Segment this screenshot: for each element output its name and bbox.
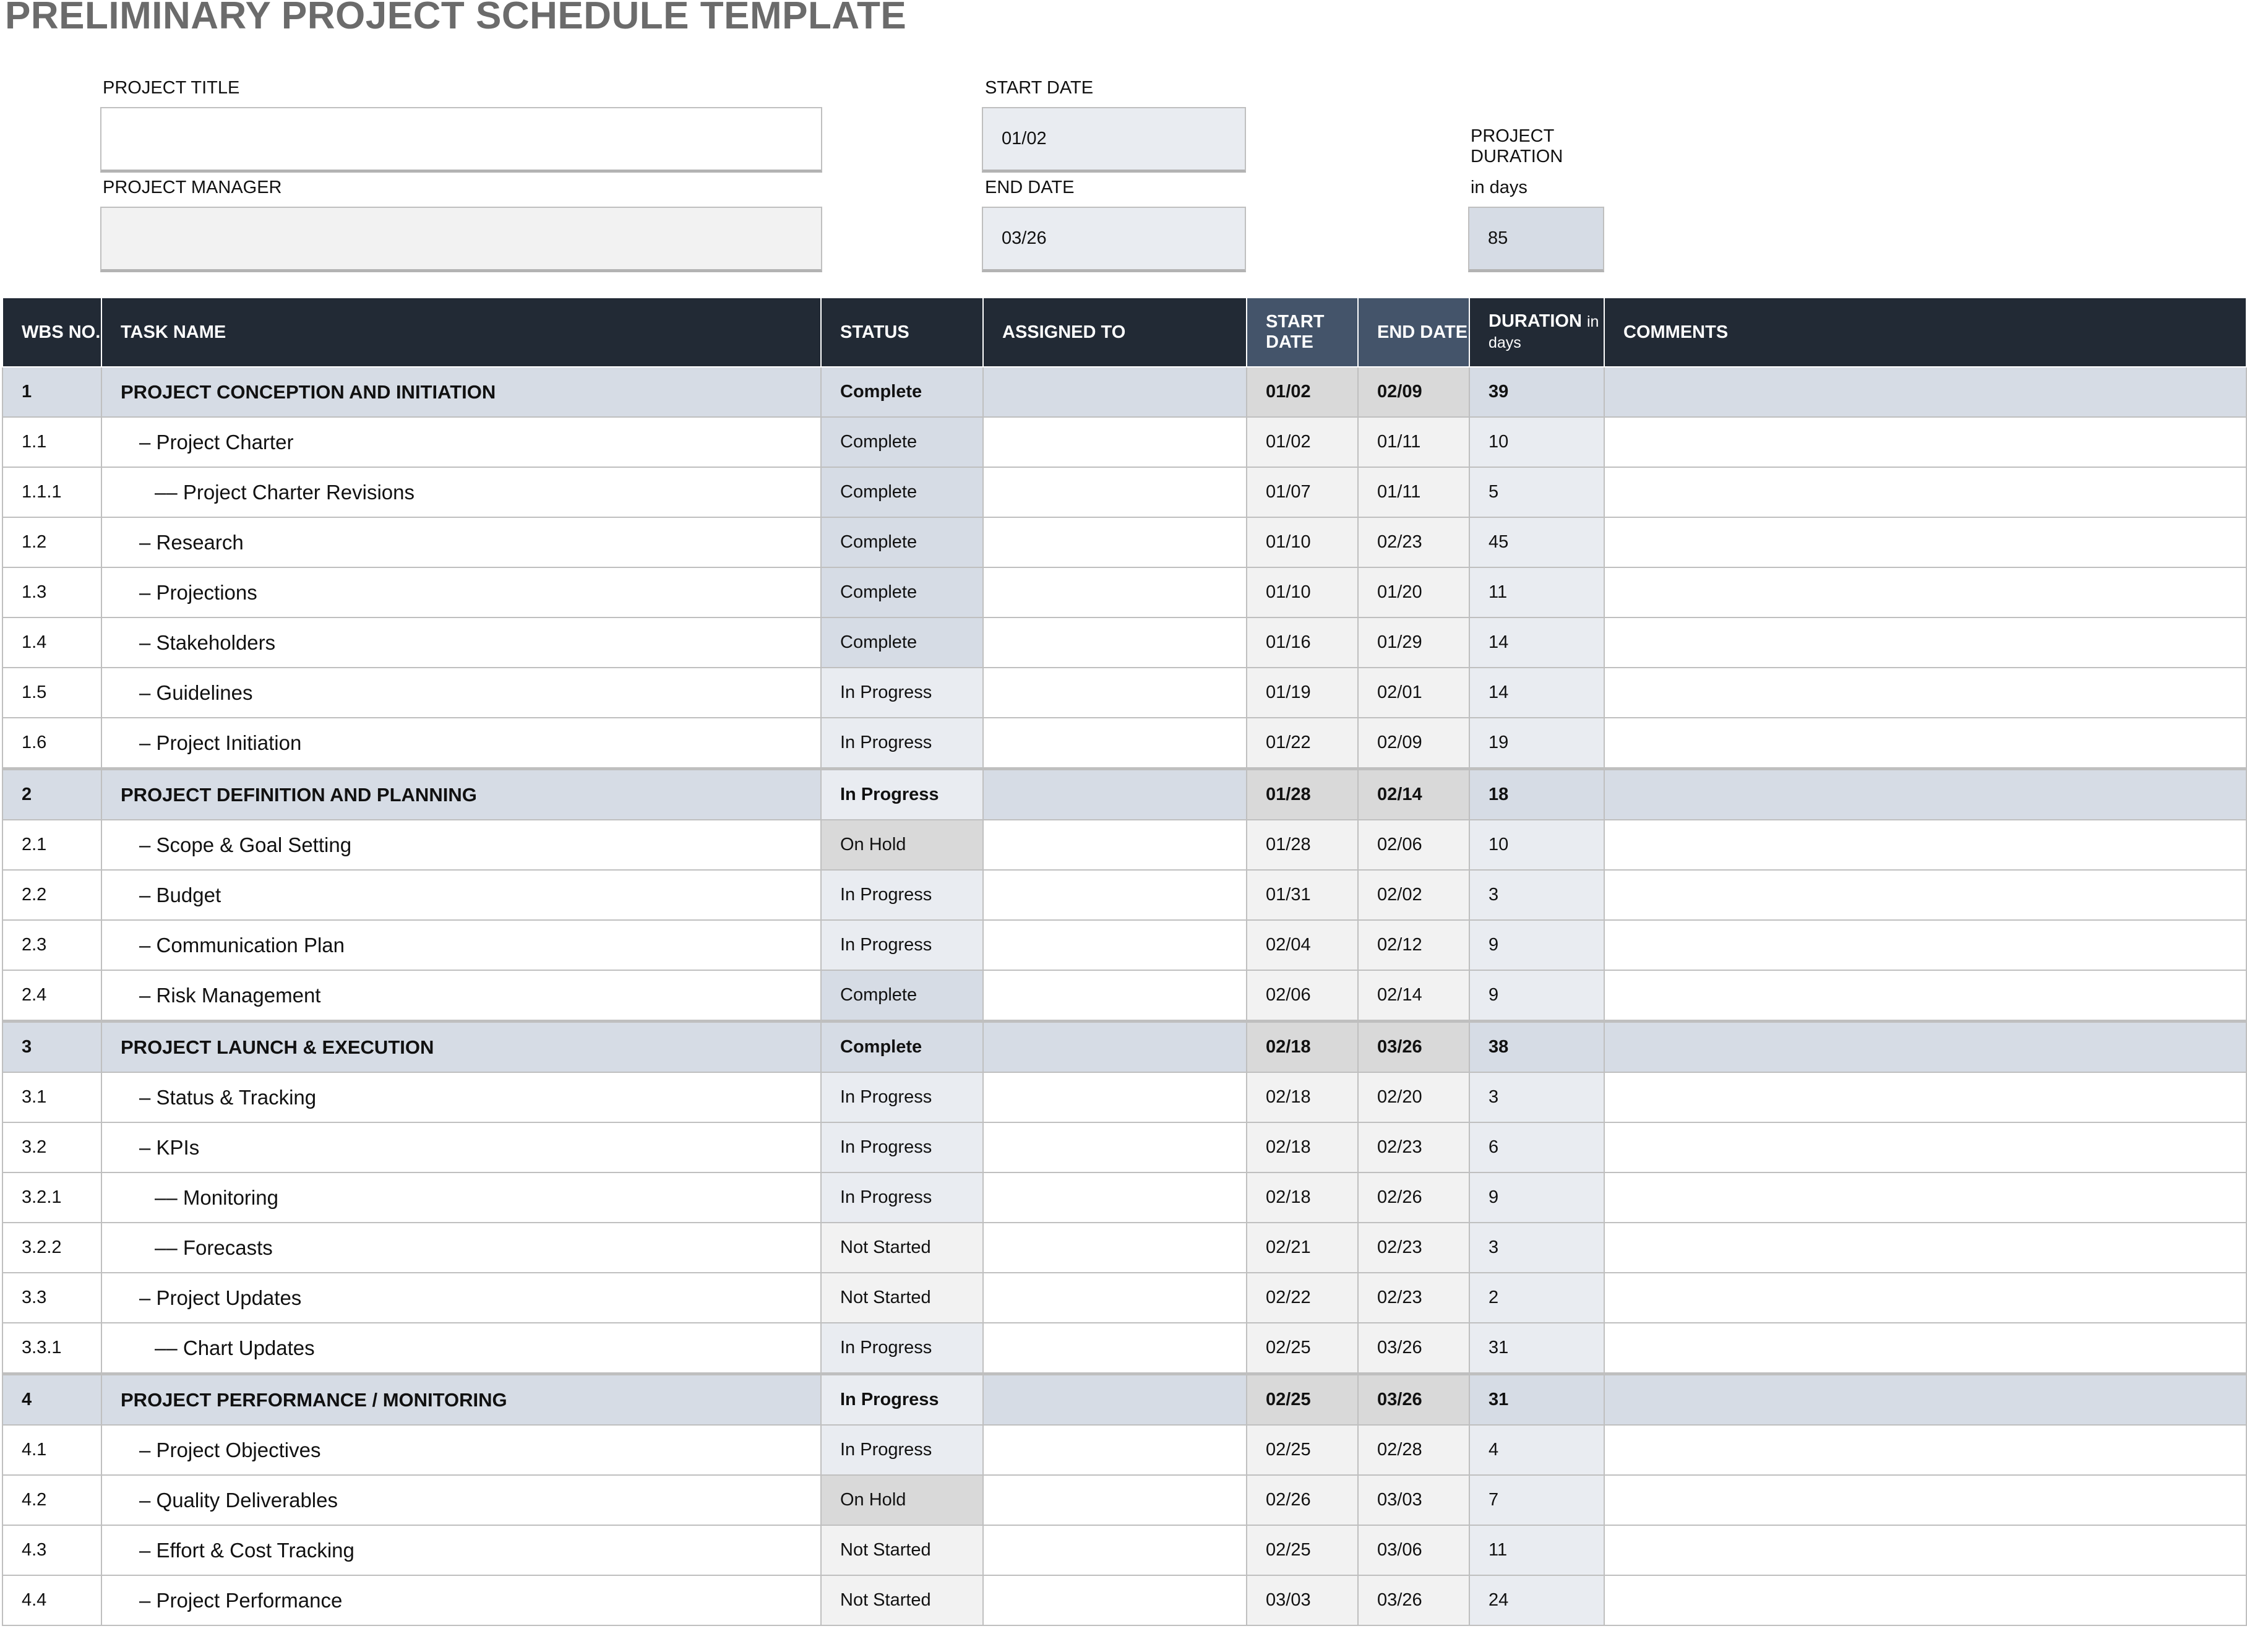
assigned-to-cell[interactable] [983,1525,1247,1575]
start-date-cell[interactable]: 02/18 [1247,1172,1358,1223]
wbs-cell: 3.2.1 [2,1172,101,1223]
wbs-cell: 1.6 [2,718,101,769]
status-cell[interactable]: In Progress [821,1425,983,1475]
comments-cell[interactable] [1604,417,2246,467]
wbs-cell: 3.3 [2,1273,101,1323]
table-row [2,920,2246,970]
duration-cell: 9 [1469,1172,1604,1223]
duration-cell: 31 [1469,1323,1604,1374]
comments-cell[interactable] [1604,617,2246,668]
status-cell[interactable]: Not Started [821,1223,983,1273]
status-cell[interactable]: Not Started [821,1575,983,1625]
wbs-cell: 3 [2,1022,101,1073]
start-date-label: START DATE [985,78,1094,98]
task-name-cell[interactable]: – Projections [101,567,821,617]
comments-cell[interactable] [1604,1575,2246,1625]
project-title-label: PROJECT TITLE [103,78,240,98]
header-wbs: WBS NO. [2,298,101,367]
comments-cell[interactable] [1604,1425,2246,1475]
comments-cell[interactable] [1604,1323,2246,1374]
table-header-row [2,298,2246,367]
end-date-cell[interactable]: 02/23 [1358,1223,1469,1273]
start-date-cell[interactable]: 02/18 [1247,1072,1358,1122]
table-row [2,1022,2246,1073]
status-cell[interactable]: In Progress [821,1323,983,1374]
header-status: STATUS [821,298,983,367]
task-name-cell[interactable]: – Project Objectives [101,1425,821,1475]
end-date-cell[interactable]: 02/14 [1358,769,1469,820]
wbs-cell: 1.5 [2,668,101,718]
duration-cell: 45 [1469,517,1604,567]
wbs-cell: 2.3 [2,920,101,970]
duration-cell: 10 [1469,820,1604,870]
comments-cell[interactable] [1604,517,2246,567]
end-date-cell[interactable]: 01/20 [1358,567,1469,617]
comments-cell[interactable] [1604,668,2246,718]
assigned-to-cell[interactable] [983,668,1247,718]
start-date-cell[interactable]: 01/07 [1247,467,1358,517]
start-date-cell[interactable]: 02/25 [1247,1323,1358,1374]
end-date-cell[interactable]: 02/20 [1358,1072,1469,1122]
comments-cell[interactable] [1604,1525,2246,1575]
status-cell[interactable]: In Progress [821,718,983,769]
comments-cell[interactable] [1604,467,2246,517]
start-date-cell[interactable]: 02/22 [1247,1273,1358,1323]
end-date-cell[interactable]: 02/26 [1358,1172,1469,1223]
duration-cell: 4 [1469,1425,1604,1475]
table-row [2,970,2246,1022]
end-date-cell[interactable]: 02/12 [1358,920,1469,970]
task-name-cell[interactable]: – Project Initiation [101,718,821,769]
status-cell[interactable]: In Progress [821,668,983,718]
task-name-cell[interactable]: PROJECT CONCEPTION AND INITIATION [101,367,821,417]
task-name-cell[interactable]: PROJECT DEFINITION AND PLANNING [101,769,821,820]
table-row [2,1525,2246,1575]
table-row [2,417,2246,467]
task-name-cell[interactable]: – Stakeholders [101,617,821,668]
table-row [2,1475,2246,1525]
task-name-cell[interactable]: – Status & Tracking [101,1072,821,1122]
wbs-cell: 4.1 [2,1425,101,1475]
project-duration-field: 85 [1468,207,1604,272]
header-start-date: START DATE [1247,298,1358,367]
end-date-cell[interactable]: 01/29 [1358,617,1469,668]
header-duration-unit-in: in [1586,313,1599,330]
table-row [2,1374,2246,1426]
end-date-cell[interactable]: 02/28 [1358,1425,1469,1475]
task-name-cell[interactable]: – Budget [101,870,821,920]
comments-cell[interactable] [1604,769,2246,820]
start-date-cell[interactable]: 02/18 [1247,1022,1358,1073]
duration-cell: 11 [1469,1525,1604,1575]
wbs-cell: 4 [2,1374,101,1426]
comments-cell[interactable] [1604,1122,2246,1172]
status-cell[interactable]: On Hold [821,820,983,870]
status-cell[interactable]: Not Started [821,1525,983,1575]
header-comments: COMMENTS [1604,298,2246,367]
comments-cell[interactable] [1604,970,2246,1022]
end-date-cell[interactable]: 02/14 [1358,970,1469,1022]
assigned-to-cell[interactable] [983,1223,1247,1273]
comments-cell[interactable] [1604,1072,2246,1122]
start-date-cell[interactable]: 01/02 [1247,367,1358,417]
start-date-cell[interactable]: 01/16 [1247,617,1358,668]
assigned-to-cell[interactable] [983,367,1247,417]
assigned-to-cell[interactable] [983,1022,1247,1073]
table-row [2,1425,2246,1475]
end-date-cell[interactable]: 02/23 [1358,1273,1469,1323]
wbs-cell: 2 [2,769,101,820]
table-row [2,1122,2246,1172]
duration-cell: 6 [1469,1122,1604,1172]
assigned-to-cell[interactable] [983,567,1247,617]
status-cell[interactable]: In Progress [821,1072,983,1122]
assigned-to-cell[interactable] [983,1273,1247,1323]
comments-cell[interactable] [1604,1223,2246,1273]
status-cell[interactable]: Complete [821,367,983,417]
status-cell[interactable]: In Progress [821,870,983,920]
table-row [2,1575,2246,1625]
task-name-cell[interactable]: – Research [101,517,821,567]
task-name-cell[interactable]: – Scope & Goal Setting [101,820,821,870]
project-manager-label: PROJECT MANAGER [103,178,282,197]
start-date-cell[interactable]: 02/26 [1247,1475,1358,1525]
assigned-to-cell[interactable] [983,1122,1247,1172]
start-date-cell[interactable]: 01/28 [1247,820,1358,870]
table-row [2,870,2246,920]
duration-cell: 3 [1469,870,1604,920]
comments-cell[interactable] [1604,1022,2246,1073]
end-date-cell[interactable]: 03/26 [1358,1575,1469,1625]
status-cell[interactable]: In Progress [821,920,983,970]
duration-cell: 10 [1469,417,1604,467]
start-date-cell[interactable]: 02/21 [1247,1223,1358,1273]
wbs-cell: 1.4 [2,617,101,668]
task-name-cell[interactable]: – Quality Deliverables [101,1475,821,1525]
table-row [2,467,2246,517]
start-date-cell[interactable]: 01/10 [1247,517,1358,567]
table-row [2,769,2246,820]
wbs-cell: 2.2 [2,870,101,920]
start-date-cell[interactable]: 02/25 [1247,1425,1358,1475]
comments-cell[interactable] [1604,1172,2246,1223]
header-task-name: TASK NAME [101,298,821,367]
duration-cell: 19 [1469,718,1604,769]
start-date-cell[interactable]: 01/19 [1247,668,1358,718]
duration-cell: 18 [1469,769,1604,820]
table-row [2,820,2246,870]
task-name-cell[interactable]: –– Monitoring [101,1172,821,1223]
wbs-cell: 2.4 [2,970,101,1022]
comments-cell[interactable] [1604,1273,2246,1323]
assigned-to-cell[interactable] [983,769,1247,820]
wbs-cell: 1 [2,367,101,417]
task-name-cell[interactable]: – Effort & Cost Tracking [101,1525,821,1575]
task-name-cell[interactable]: –– Chart Updates [101,1323,821,1374]
duration-cell: 39 [1469,367,1604,417]
comments-cell[interactable] [1604,1374,2246,1426]
project-manager-field[interactable] [100,207,822,272]
duration-cell: 38 [1469,1022,1604,1073]
status-cell[interactable]: In Progress [821,1172,983,1223]
wbs-cell: 3.2.2 [2,1223,101,1273]
header-duration [1469,298,1604,367]
wbs-cell: 4.3 [2,1525,101,1575]
assigned-to-cell[interactable] [983,617,1247,668]
wbs-cell: 4.4 [2,1575,101,1625]
start-date-cell[interactable]: 01/31 [1247,870,1358,920]
task-name-cell[interactable]: – Project Performance [101,1575,821,1625]
header-end-date: END DATE [1358,298,1469,367]
table-row [2,1172,2246,1223]
end-date-cell[interactable]: 02/01 [1358,668,1469,718]
status-cell[interactable]: Complete [821,1022,983,1073]
status-cell[interactable]: In Progress [821,1374,983,1426]
status-cell[interactable]: Complete [821,517,983,567]
table-row [2,1223,2246,1273]
status-cell[interactable]: On Hold [821,1475,983,1525]
status-cell[interactable]: Complete [821,970,983,1022]
wbs-cell: 3.2 [2,1122,101,1172]
end-date-cell[interactable]: 02/09 [1358,718,1469,769]
assigned-to-cell[interactable] [983,1374,1247,1426]
assigned-to-cell[interactable] [983,1475,1247,1525]
task-name-cell[interactable]: –– Forecasts [101,1223,821,1273]
duration-cell: 7 [1469,1475,1604,1525]
duration-cell: 24 [1469,1575,1604,1625]
end-date-cell[interactable]: 02/09 [1358,367,1469,417]
status-cell[interactable]: Complete [821,617,983,668]
assigned-to-cell[interactable] [983,718,1247,769]
start-date-cell[interactable]: 02/06 [1247,970,1358,1022]
header-assigned-to: ASSIGNED TO [983,298,1247,367]
task-name-cell[interactable]: – Communication Plan [101,920,821,970]
wbs-cell: 4.2 [2,1475,101,1525]
end-date-cell[interactable]: 03/26 [1358,1374,1469,1426]
duration-cell: 14 [1469,617,1604,668]
duration-cell: 3 [1469,1223,1604,1273]
comments-cell[interactable] [1604,820,2246,870]
task-name-cell[interactable]: – KPIs [101,1122,821,1172]
duration-cell: 3 [1469,1072,1604,1122]
page-title: PRELIMINARY PROJECT SCHEDULE TEMPLATE [5,0,907,37]
header-duration-label: DURATION [1489,311,1582,331]
wbs-cell: 1.3 [2,567,101,617]
comments-cell[interactable] [1604,1475,2246,1525]
duration-cell: 14 [1469,668,1604,718]
wbs-cell: 1.2 [2,517,101,567]
status-cell[interactable]: In Progress [821,1122,983,1172]
task-name-cell[interactable]: – Project Charter [101,417,821,467]
wbs-cell: 1.1.1 [2,467,101,517]
assigned-to-cell[interactable] [983,1575,1247,1625]
project-duration-label-line2: DURATION [1471,147,1563,166]
start-date-cell[interactable]: 02/18 [1247,1122,1358,1172]
assigned-to-cell[interactable] [983,920,1247,970]
duration-cell: 11 [1469,567,1604,617]
status-cell[interactable]: In Progress [821,769,983,820]
duration-cell: 9 [1469,970,1604,1022]
wbs-cell: 2.1 [2,820,101,870]
start-date-cell[interactable]: 01/22 [1247,718,1358,769]
end-date-label: END DATE [985,178,1075,197]
assigned-to-cell[interactable] [983,517,1247,567]
duration-cell: 31 [1469,1374,1604,1426]
comments-cell[interactable] [1604,870,2246,920]
start-date-cell[interactable]: 02/04 [1247,920,1358,970]
assigned-to-cell[interactable] [983,1172,1247,1223]
header-duration-unit-days: days [1489,334,1521,351]
table-row [2,1323,2246,1374]
table-row [2,517,2246,567]
task-name-cell[interactable]: –– Project Charter Revisions [101,467,821,517]
comments-cell[interactable] [1604,920,2246,970]
start-date-cell[interactable]: 01/28 [1247,769,1358,820]
wbs-cell: 3.1 [2,1072,101,1122]
end-date-cell[interactable]: 02/23 [1358,1122,1469,1172]
wbs-cell: 3.3.1 [2,1323,101,1374]
assigned-to-cell[interactable] [983,467,1247,517]
end-date-cell[interactable]: 02/02 [1358,870,1469,920]
task-name-cell[interactable]: PROJECT PERFORMANCE / MONITORING [101,1374,821,1426]
assigned-to-cell[interactable] [983,970,1247,1022]
assigned-to-cell[interactable] [983,1425,1247,1475]
duration-cell: 9 [1469,920,1604,970]
start-date-field[interactable]: 01/02 [982,107,1246,173]
status-cell[interactable]: Complete [821,567,983,617]
duration-cell: 2 [1469,1273,1604,1323]
status-cell[interactable]: Not Started [821,1273,983,1323]
start-date-cell[interactable]: 03/03 [1247,1575,1358,1625]
table-row [2,668,2246,718]
project-duration-label-line1: PROJECT [1471,126,1555,146]
assigned-to-cell[interactable] [983,417,1247,467]
comments-cell[interactable] [1604,567,2246,617]
task-name-cell[interactable]: – Project Updates [101,1273,821,1323]
table-row [2,1273,2246,1323]
task-name-cell[interactable]: – Risk Management [101,970,821,1022]
end-date-cell[interactable]: 03/26 [1358,1022,1469,1073]
comments-cell[interactable] [1604,718,2246,769]
table-row [2,1072,2246,1122]
status-cell[interactable]: Complete [821,467,983,517]
schedule-table [2,297,2247,1626]
end-date-cell[interactable]: 03/03 [1358,1475,1469,1525]
assigned-to-cell[interactable] [983,1323,1247,1374]
project-duration-unit-label: in days [1471,178,1527,197]
project-title-field[interactable] [100,107,822,173]
end-date-cell[interactable]: 03/06 [1358,1525,1469,1575]
end-date-cell[interactable]: 01/11 [1358,417,1469,467]
wbs-cell: 1.1 [2,417,101,467]
task-name-cell[interactable]: – Guidelines [101,668,821,718]
task-name-cell[interactable]: PROJECT LAUNCH & EXECUTION [101,1022,821,1073]
table-row [2,617,2246,668]
end-date-cell[interactable]: 03/26 [1358,1323,1469,1374]
end-date-cell[interactable]: 02/06 [1358,820,1469,870]
table-row [2,718,2246,769]
table-row [2,567,2246,617]
assigned-to-cell[interactable] [983,820,1247,870]
assigned-to-cell[interactable] [983,870,1247,920]
end-date-field[interactable]: 03/26 [982,207,1246,272]
assigned-to-cell[interactable] [983,1072,1247,1122]
start-date-cell[interactable]: 01/10 [1247,567,1358,617]
end-date-cell[interactable]: 02/23 [1358,517,1469,567]
table-row [2,367,2246,417]
status-cell[interactable]: Complete [821,417,983,467]
start-date-cell[interactable]: 01/02 [1247,417,1358,467]
start-date-cell[interactable]: 02/25 [1247,1374,1358,1426]
comments-cell[interactable] [1604,367,2246,417]
duration-cell: 5 [1469,467,1604,517]
end-date-cell[interactable]: 01/11 [1358,467,1469,517]
start-date-cell[interactable]: 02/25 [1247,1525,1358,1575]
